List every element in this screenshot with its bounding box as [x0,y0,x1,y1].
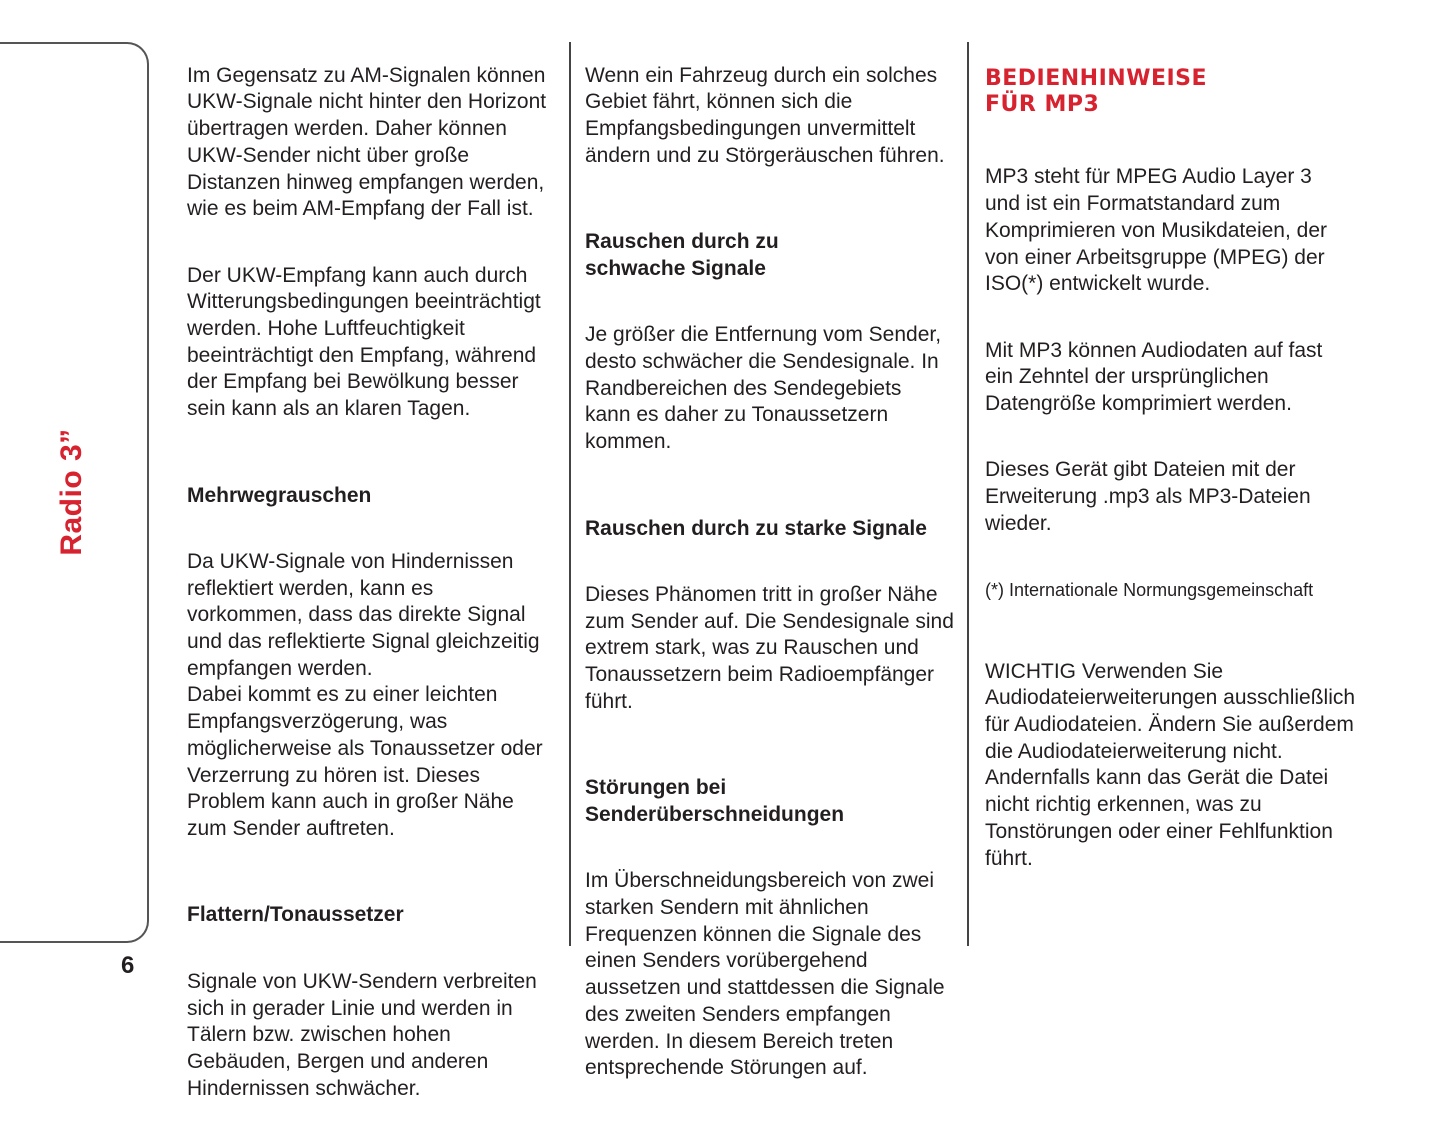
paragraph: Wenn ein Fahrzeug durch ein solches Gebiet fährt, können sich die Empfangsbedingungen unvermittelt ändern und zu Störgeräuschen führen. [585,63,945,167]
paragraph: Signale von UKW-Sendern verbreiten sich in gerader Linie und werden in Tälern bzw. zwischen hohen Gebäuden, Bergen und anderen Hindernissen schwächer. [187,969,537,1100]
paragraph: WICHTIG Verwenden Sie Audiodateierweiterungen ausschließlich für Audiodateien. Ändern Sie außerdem die Audiodateierweiterung nicht. Andernfalls kann das Gerät die Datei nicht richtig erkennen, was zu Tonstörungen oder einer Fehlfunktion führt. [985,659,1356,870]
paragraph: Dieses Gerät gibt Dateien mit der Erweiterung .mp3 als MP3-Dateien wieder. [985,458,1311,535]
column-1 [187,36,557,1142]
heading: Flattern/Tonaussetzer [187,903,404,927]
paragraph: Je größer die Entfernung vom Sender, desto schwächer die Sendesignale. In Randbereichen des Sendegebiets kann es daher zu Tonaussetzern kommen. [585,323,942,454]
paragraph: Da UKW-Signale von Hindernissen reflektiert werden, kann es vorkommen, dass das direkte Signal und das reflektierte Signal gleichzeitig empfangen werden. Dabei kommt es zu einer leichten Empfangsverzögerung, was möglicherweise als Tonaussetzer oder Verzerrung zu hören ist. Dieses Problem kann auch in großer Nähe zum Sender auftreten. [187,549,543,840]
column-divider [967,42,969,946]
heading: Rauschen durch zu schwache Signale [585,230,779,280]
paragraph: Mit MP3 können Audiodaten auf fast ein Zehntel der ursprünglichen Datengröße komprimiert werden. [985,338,1323,416]
heading: Störungen bei Senderüberschneidungen [585,776,845,826]
footnote: (*) Internationale Normungsgemeinschaft [985,580,1314,601]
column-2 [585,36,960,1122]
paragraph: Der UKW-Empfang kann auch durch Witterungsbedingungen beeinträchtigt werden. Hohe Luftfeuchtigkeit beeinträchtigt den Empfang, während der Empfang bei Bewölkung besser sein kann als an klaren Tagen. [187,263,541,421]
section-title: Radio 3” [55,428,88,556]
paragraph: Im Gegensatz zu AM-Signalen können UKW-Signale nicht hinter den Horizont übertragen werden. Daher können UKW-Sender nicht über große Distanzen hinweg empfangen werden, wie es beim AM-Empfang der Fall ist. [187,63,547,221]
paragraph: Dieses Phänomen tritt in großer Nähe zum Sender auf. Die Sendesignale sind extrem stark, was zu Rauschen und Tonaussetzern beim Radioempfänger führt. [585,582,954,713]
heading: Mehrwegrauschen [187,483,372,507]
section-heading: BEDIENHINWEISE FÜR MP3 [985,65,1208,117]
heading: Rauschen durch zu starke Signale [585,516,927,540]
paragraph: MP3 steht für MPEG Audio Layer 3 und ist ein Formatstandard zum Komprimieren von Musikdateien, der von einer Arbeitsgruppe (MPEG) der ISO(*) entwickelt wurde. [985,165,1327,296]
column-3 [985,36,1365,912]
column-divider [569,42,571,946]
paragraph: Im Überschneidungsbereich von zwei starken Sendern mit ähnlichen Frequenzen können die Signale des einen Senders vorübergehend aussetzen und stattdessen die Signale des zweiten Senders empfangen werden. In diesem Bereich treten entsprechende Störungen auf. [585,869,945,1080]
page-number: 6 [121,952,135,979]
